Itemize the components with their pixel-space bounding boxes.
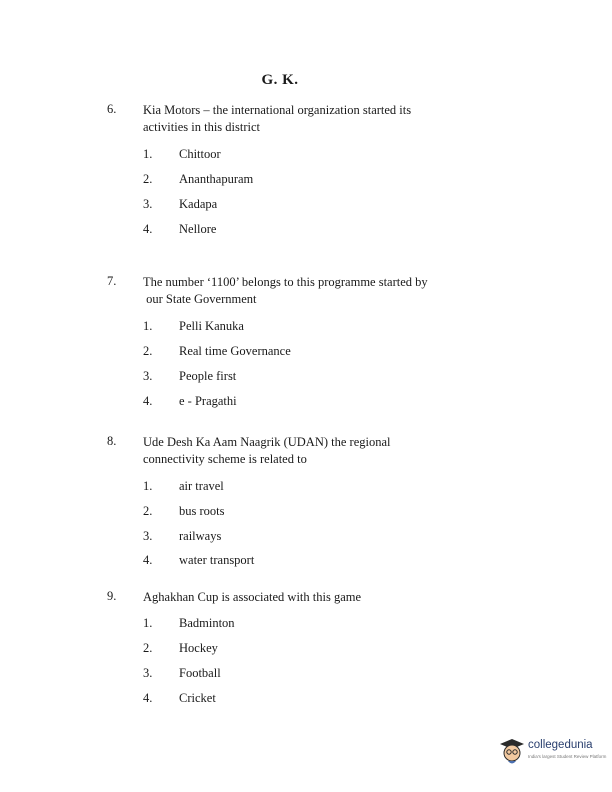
- option-text: bus roots: [179, 504, 225, 518]
- option-number: 4.: [143, 553, 153, 567]
- option-text: water transport: [179, 553, 255, 567]
- option-text: Chittoor: [179, 147, 221, 161]
- page-title: G. K.: [261, 72, 299, 88]
- question-number: 6.: [107, 102, 117, 116]
- option-number: 3.: [143, 666, 153, 680]
- collegedunia-logo: [498, 736, 608, 766]
- option-number: 2.: [143, 172, 153, 186]
- logo-tagline: India's largest Student Review Platform: [528, 754, 607, 759]
- option-text: Football: [179, 666, 221, 680]
- option-text: Nellore: [179, 222, 217, 236]
- option-number: 3.: [143, 197, 153, 211]
- option-text: air travel: [179, 479, 224, 493]
- option-number: 2.: [143, 344, 153, 358]
- question-text-line: The number ‘1100’ belongs to this programme started by: [143, 275, 428, 289]
- option-text: Hockey: [179, 641, 218, 655]
- question-number: 9.: [107, 589, 117, 603]
- question-number: 8.: [107, 434, 117, 448]
- question-text-line: connectivity scheme is related to: [143, 452, 307, 466]
- option-number: 1.: [143, 319, 153, 333]
- question-text-line: Aghakhan Cup is associated with this game: [143, 590, 362, 604]
- option-text: Pelli Kanuka: [179, 319, 244, 333]
- option-number: 2.: [143, 504, 153, 518]
- question-number: 7.: [107, 274, 117, 288]
- question-text-line: Ude Desh Ka Aam Naagrik (UDAN) the regional: [143, 435, 391, 449]
- option-number: 4.: [143, 394, 153, 408]
- logo-text: collegedunia: [528, 739, 593, 751]
- option-text: Badminton: [179, 616, 235, 630]
- option-number: 1.: [143, 479, 153, 493]
- option-text: Real time Governance: [179, 344, 291, 358]
- option-number: 4.: [143, 691, 153, 705]
- question-text: [143, 434, 453, 468]
- question-text-line: activities in this district: [143, 120, 260, 134]
- option-text: e - Pragathi: [179, 394, 237, 408]
- option-text: People first: [179, 369, 237, 383]
- graduate-mascot-icon: [498, 736, 526, 766]
- question-text: [143, 102, 453, 136]
- option-number: 2.: [143, 641, 153, 655]
- option-number: 1.: [143, 616, 153, 630]
- option-text: Ananthapuram: [179, 172, 254, 186]
- option-text: Cricket: [179, 691, 216, 705]
- option-number: 3.: [143, 529, 153, 543]
- question-text: [143, 589, 453, 606]
- option-text: Kadapa: [179, 197, 218, 211]
- question-text-line: our State Government: [143, 292, 257, 306]
- option-number: 1.: [143, 147, 153, 161]
- option-text: railways: [179, 529, 222, 543]
- question-text: [143, 274, 463, 308]
- option-number: 3.: [143, 369, 153, 383]
- option-number: 4.: [143, 222, 153, 236]
- question-text-line: Kia Motors – the international organization started its: [143, 103, 412, 117]
